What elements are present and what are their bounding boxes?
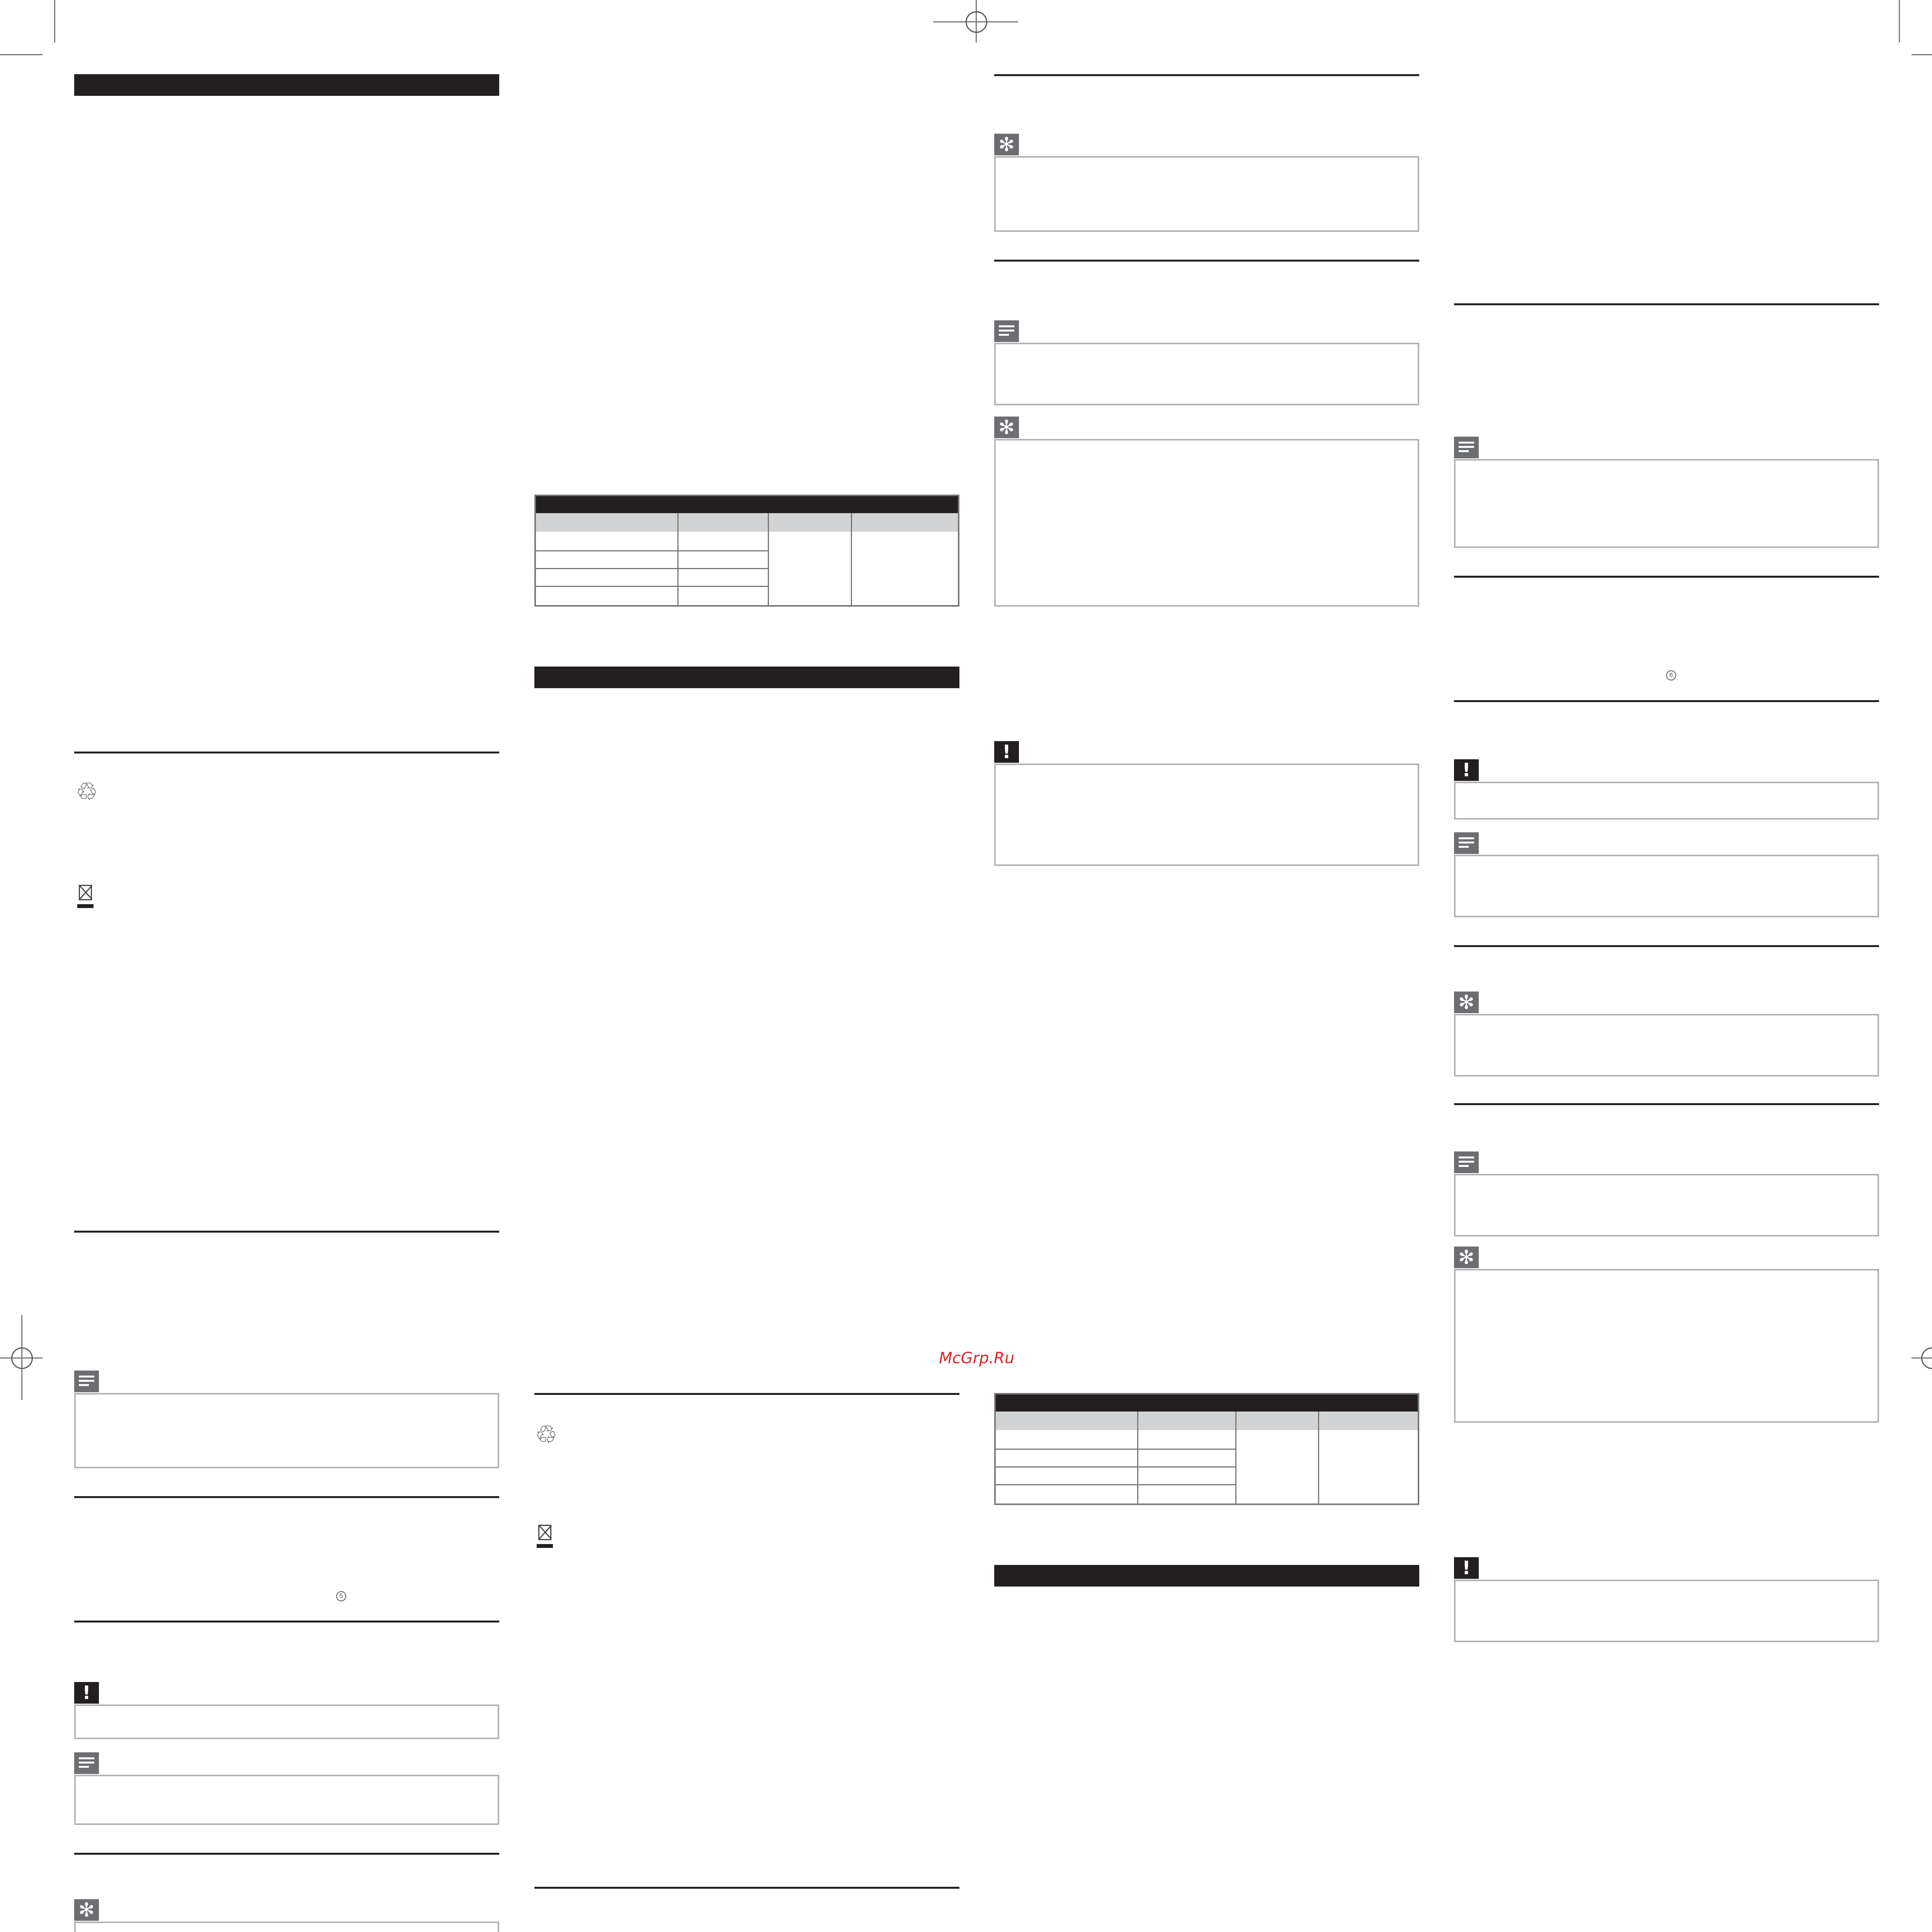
tip-icon: ✻ (994, 417, 1019, 438)
section-header-bar (74, 74, 499, 96)
section-rule (534, 1887, 959, 1889)
spec-table (994, 1393, 1419, 1505)
section-rule (74, 1496, 499, 1498)
recycle-icon: ♲ (76, 778, 98, 806)
crossed-bin-icon (535, 1523, 554, 1548)
section-rule (534, 1393, 959, 1395)
warning-icon: ! (1454, 759, 1479, 781)
section-rule (74, 1621, 499, 1622)
note-box (74, 1393, 499, 1468)
section-rule (994, 260, 1419, 262)
page-reference: 6 (1666, 670, 1676, 680)
note-icon (74, 1371, 99, 1392)
note-icon (1454, 437, 1479, 458)
recycle-icon: ♲ (535, 1421, 558, 1449)
section-rule (74, 1853, 499, 1855)
tip-box (994, 156, 1419, 232)
page-reference: 5 (336, 1591, 346, 1601)
warning-icon: ! (74, 1682, 99, 1704)
warning-icon: ! (1454, 1557, 1479, 1579)
note-box (1454, 459, 1879, 548)
section-rule (1454, 303, 1879, 305)
tip-icon: ✻ (994, 134, 1019, 155)
registration-mark-right (1921, 1347, 1932, 1369)
section-header-bar (994, 1565, 1419, 1587)
tip-box (994, 439, 1419, 607)
section-rule (994, 74, 1419, 76)
note-icon (994, 320, 1019, 342)
registration-mark-left (11, 1347, 33, 1369)
tip-icon: ✻ (74, 1899, 99, 1921)
tip-box (1454, 1014, 1879, 1077)
tip-box (74, 1922, 499, 1932)
section-rule (1454, 700, 1879, 702)
note-icon (74, 1752, 99, 1774)
warning-box (994, 764, 1419, 866)
watermark: McGrp.Ru (939, 1349, 1015, 1367)
warning-box (1454, 782, 1879, 820)
section-rule (74, 752, 499, 753)
registration-mark-top (966, 11, 987, 33)
note-icon (1454, 1151, 1479, 1173)
crossed-bin-icon (76, 883, 95, 908)
tip-box (1454, 1269, 1879, 1423)
note-box (1454, 855, 1879, 917)
warning-box (1454, 1580, 1879, 1642)
section-rule (1454, 576, 1879, 578)
spec-table (534, 495, 959, 607)
warning-icon: ! (994, 741, 1019, 763)
note-box (1454, 1174, 1879, 1236)
section-rule (1454, 945, 1879, 947)
section-header-bar (534, 667, 959, 688)
note-icon (1454, 832, 1479, 854)
section-rule (1454, 1103, 1879, 1105)
note-box (994, 343, 1419, 405)
tip-icon: ✻ (1454, 992, 1479, 1013)
section-rule (74, 1231, 499, 1233)
warning-box (74, 1704, 499, 1739)
note-box (74, 1775, 499, 1825)
tip-icon: ✻ (1454, 1247, 1479, 1268)
